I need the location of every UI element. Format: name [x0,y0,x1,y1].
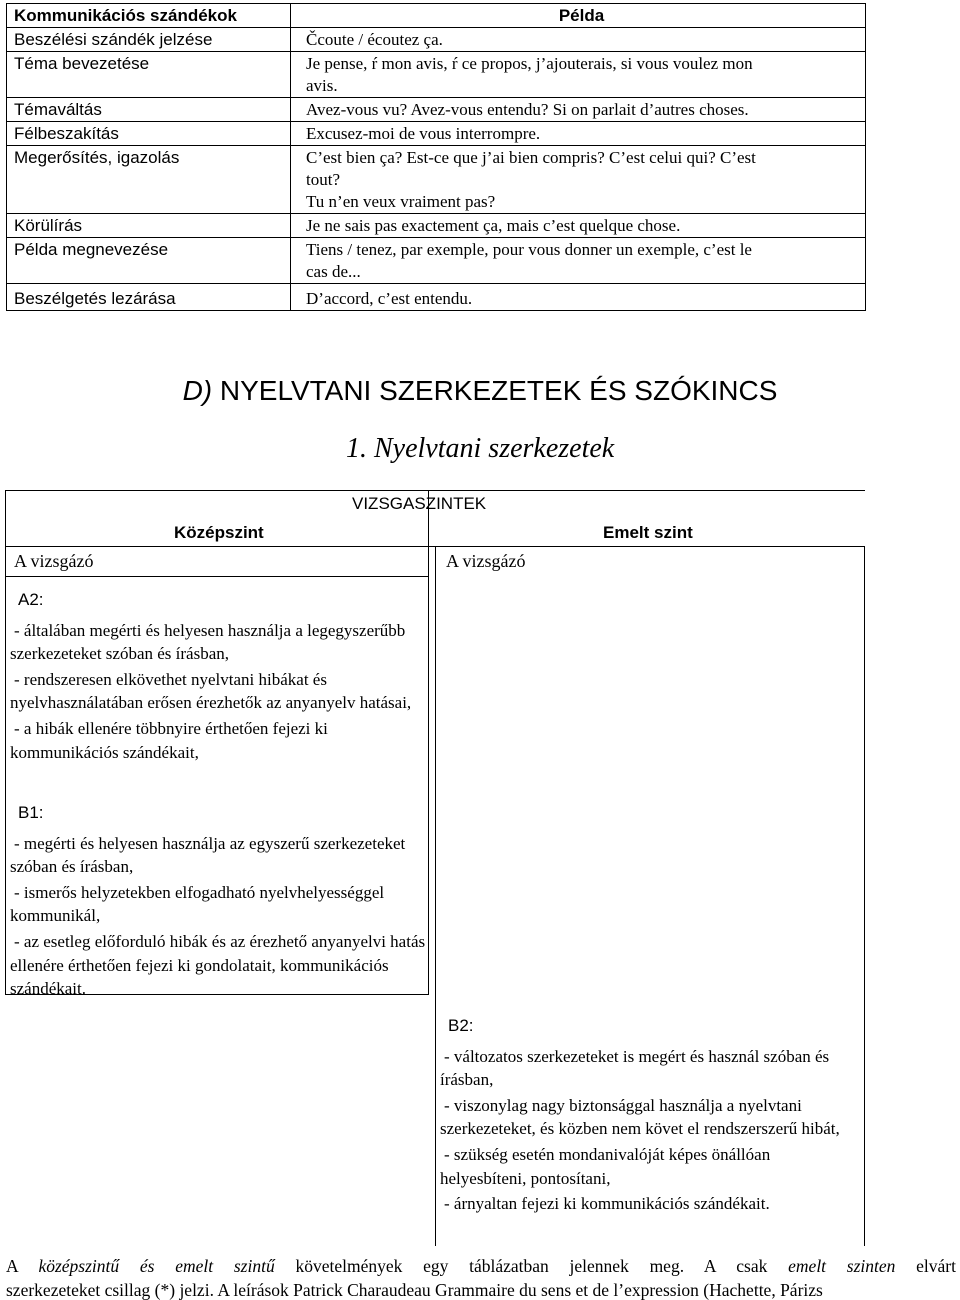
intent-cell: Félbeszakítás [7,122,291,146]
footer-line-2: szerkezeteket csillag (*) jelzi. A leírások Patrick Charaudeau Grammaire du sens et de l’expression (Hachette, Párizs [6,1280,823,1300]
intent-cell: Témaváltás [7,98,291,122]
table-row [7,28,866,52]
example-line: Je pense, ŕ mon avis, ŕ ce propos, j’ajouterais, si vous voulez mon [306,54,753,73]
list-item: - ismerős helyzetekben elfogadható nyelvhelyességgel kommunikál, [10,882,385,926]
example-line: Čcoute / écoutez ça. [306,30,443,49]
section-title [0,373,960,409]
example-line: avis. [306,76,338,95]
example-cell [291,146,866,214]
footer-line-1 [6,1254,956,1278]
list-item: - viszonylag nagy biztonsággal használja a nyelvtani szerkezeteket, és közben nem követ el rendszerszerű hibát, [440,1095,840,1139]
footer-text: követelmények egy táblázatban jelennek meg. A csak [274,1256,789,1276]
table-row [7,146,866,214]
intent-cell: Téma bevezetése [7,52,291,98]
table-row [7,214,866,238]
mid-level-label: Középszint [174,523,264,542]
b2-requirements [440,1014,860,1218]
example-line: D’accord, c’est entendu. [306,289,473,308]
column-header-example: Példa [291,4,866,28]
column-header-intents: Kommunikációs szándékok [7,4,291,28]
list-item: - általában megérti és helyesen használja a legegyszerűbb szerkezeteket szóban és írásban, [10,620,406,664]
list-item: - szükség esetén mondanivalóját képes önállóan helyesbíteni, pontosítani, [440,1144,771,1188]
communication-intents-table [6,3,866,311]
candidate-label-adv: A vizsgázó [446,551,526,571]
intent-cell: Beszélési szándék jelzése [7,28,291,52]
example-line: Avez-vous vu? Avez-vous entendu? Si on parlait d’autres choses. [306,100,749,119]
table-row [7,122,866,146]
footer-text: elvárt [895,1256,956,1276]
section-letter: D) [182,375,213,406]
example-cell [291,28,866,52]
footer-italic: középszintű és emelt szintű [38,1256,275,1276]
example-cell [291,122,866,146]
example-cell [291,214,866,238]
section-title-text: NYELVTANI SZERKEZETEK ÉS SZÓKINCS [219,375,778,406]
intent-cell: Beszélgetés lezárása [7,284,291,311]
levels-header: VIZSGASZINTEK [352,494,487,513]
level-label-a2: A2: [18,590,44,609]
table-header-row [7,4,866,28]
levels-header-divider [5,546,865,547]
list-item: - rendszeresen elkövethet nyelvtani hibákat és nyelvhasználatában erősen érezhetők az anyanyelv hatásai, [10,669,412,713]
a2-requirements [10,588,428,766]
example-cell [291,98,866,122]
intent-cell: Körülírás [7,214,291,238]
footer-paragraph [6,1254,956,1300]
table-row [7,52,866,98]
candidate-label-mid: A vizsgázó [14,551,94,571]
example-line: Excusez-moi de vous interrompre. [306,124,541,143]
list-item: - változatos szerkezeteket is megért és használ szóban és írásban, [440,1046,830,1090]
example-cell [291,52,866,98]
candidate-divider [5,576,429,577]
example-line: Je ne sais pas exactement ça, mais c’est quelque chose. [306,216,681,235]
footer-text: A [6,1256,39,1276]
table-row [7,284,866,311]
adv-level-label: Emelt szint [603,523,693,542]
example-line: Tiens / tenez, par exemple, pour vous donner un exemple, c’est le [306,240,752,259]
footer-italic: emelt szinten [788,1256,896,1276]
example-line: C’est bien ça? Est-ce que j’ai bien compris? C’est celui qui? C’est [306,148,756,167]
b1-requirements [10,801,428,1003]
list-item: - megérti és helyesen használja az egyszerű szerkezeteket szóban és írásban, [10,833,406,877]
example-line: Tu n’en veux vraiment pas? [306,192,496,211]
section-subtitle: 1. Nyelvtani szerkezetek [346,433,615,464]
table-row [7,98,866,122]
table-row [7,238,866,284]
level-label-b2: B2: [448,1016,474,1035]
intent-cell: Példa megnevezése [7,238,291,284]
list-item: - a hibák ellenére többnyire érthetően fejezi ki kommunikációs szándékait, [10,718,328,762]
example-cell [291,238,866,284]
intent-cell: Megerősítés, igazolás [7,146,291,214]
list-item: - árnyaltan fejezi ki kommunikációs szándékait. [444,1194,770,1214]
example-line: tout? [306,170,340,189]
example-cell [291,284,866,311]
example-line: cas de... [306,262,361,281]
list-item: - az esetleg előforduló hibák és az érezhető anyanyelvi hatás ellenére érthetően fejezi ki gondolatait, kommunikációs szándékait. [10,931,426,999]
level-label-b1: B1: [18,803,44,822]
